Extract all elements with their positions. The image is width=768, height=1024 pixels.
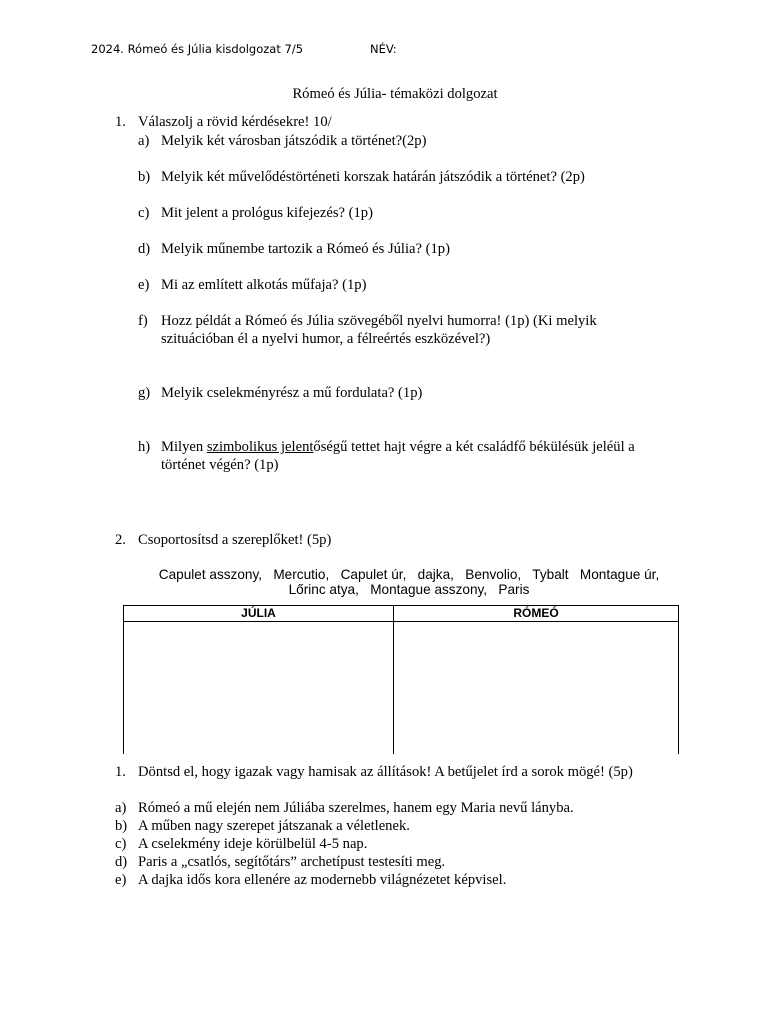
table-divider	[393, 606, 394, 754]
q1-item-d-letter: d)	[138, 241, 151, 257]
q1-item-e-letter: e)	[138, 277, 150, 293]
q1-item-f-text-line1: Hozz példát a Rómeó és Júlia szövegéből nyelvi humorra! (1p) (Ki melyik	[161, 313, 597, 329]
q1-item-h-pre: Milyen	[161, 439, 207, 455]
q1-item-a-text: Melyik két városban játszódik a történet?(2p)	[161, 133, 427, 149]
q1-item-f-text-line2: szituációban él a nyelvi humor, a félreértés eszközével?)	[161, 331, 491, 347]
question-3-number: 1.	[115, 764, 126, 780]
header-title: 2024. Rómeó és Júlia kisdolgozat 7/5	[91, 42, 304, 56]
q3-item-d-text: Paris a „csatlós, segítőtárs” archetípust testesíti meg.	[138, 854, 446, 870]
question-2-text: Csoportosítsd a szereplőket! (5p)	[138, 532, 332, 548]
q3-item-b-text: A műben nagy szerepet játszanak a véletlenek.	[138, 818, 410, 834]
q1-item-b-letter: b)	[138, 169, 151, 185]
question-2-number: 2.	[115, 532, 126, 548]
q3-item-b-letter: b)	[115, 818, 128, 834]
q1-item-g-text: Melyik cselekményrész a mű fordulata? (1p)	[161, 385, 423, 401]
q3-item-c-text: A cselekmény ideje körülbelül 4-5 nap.	[138, 836, 368, 852]
q1-item-h-text-line2: történet végén? (1p)	[161, 457, 279, 473]
character-list-line2: Lőrinc atya, Montague asszony, Paris	[288, 582, 530, 597]
q3-item-a-text: Rómeó a mű elején nem Júliába szerelmes, hanem egy Maria nevű lányba.	[138, 800, 574, 816]
q3-item-c-letter: c)	[115, 836, 127, 852]
q1-item-c-letter: c)	[138, 205, 150, 221]
question-1-text: Válaszolj a rövid kérdésekre! 10/	[138, 114, 332, 130]
q1-item-g-letter: g)	[138, 385, 151, 401]
q3-item-a-letter: a)	[115, 800, 127, 816]
q1-item-h-text-line1	[161, 439, 635, 456]
name-label: NÉV:	[370, 42, 397, 56]
table-header-romeo: RÓMEÓ	[513, 606, 559, 620]
page-title: Rómeó és Júlia- témaközi dolgozat	[292, 86, 498, 102]
q1-item-e-text: Mi az említett alkotás műfaja? (1p)	[161, 277, 367, 293]
grouping-table	[123, 605, 679, 754]
q3-item-e-text: A dajka idős kora ellenére az modernebb világnézetet képvisel.	[138, 872, 507, 888]
q1-item-a-letter: a)	[138, 133, 150, 149]
character-list-line1: Capulet asszony, Mercutio, Capulet úr, dajka, Benvolio, Tybalt Montague úr,	[158, 567, 660, 582]
question-1-number: 1.	[115, 114, 126, 130]
q1-item-f-letter: f)	[138, 313, 148, 329]
q3-item-d-letter: d)	[115, 854, 128, 870]
q1-item-b-text: Melyik két művelődéstörténeti korszak határán játszódik a történet? (2p)	[161, 169, 585, 185]
q1-item-h-underlined: szimbolikus jelent	[206, 439, 314, 455]
table-header-julia: JÚLIA	[241, 606, 276, 620]
q3-item-e-letter: e)	[115, 872, 127, 888]
q1-item-d-text: Melyik műnembe tartozik a Rómeó és Júlia? (1p)	[161, 241, 450, 257]
q1-item-c-text: Mit jelent a prológus kifejezés? (1p)	[161, 205, 373, 221]
question-3-text: Döntsd el, hogy igazak vagy hamisak az állítások! A betűjelet írd a sorok mögé! (5p)	[138, 764, 633, 780]
q1-item-h-letter: h)	[138, 439, 151, 455]
q1-item-h-post: őségű tettet hajt végre a két családfő békülésük jeléül a	[313, 439, 635, 455]
